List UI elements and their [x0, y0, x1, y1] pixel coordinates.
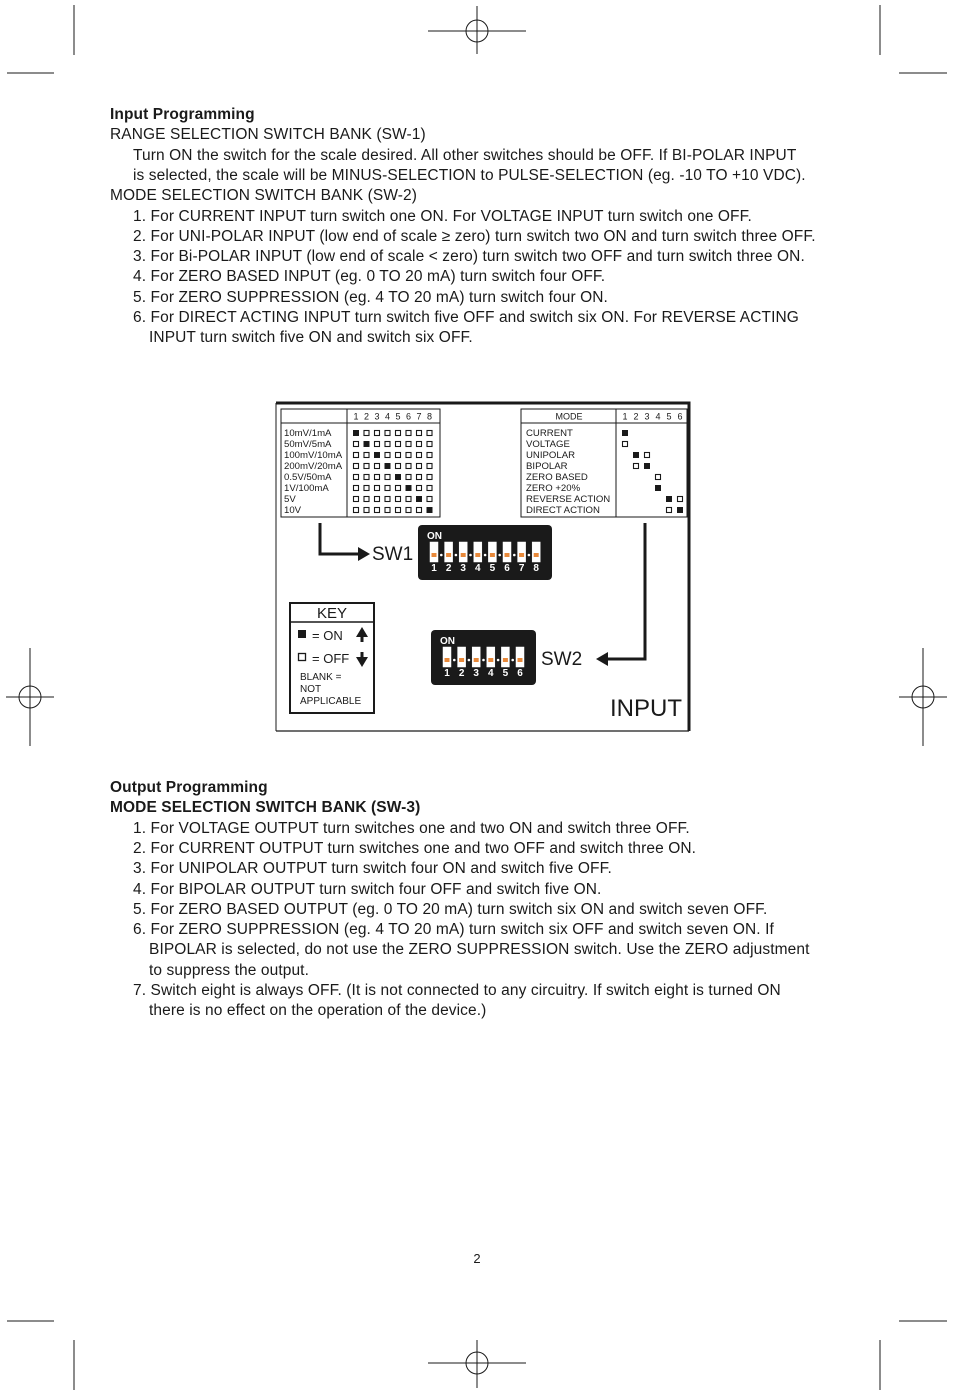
range-state-square: [385, 442, 390, 447]
range-state-square: [385, 497, 390, 502]
figure-caption: INPUT: [610, 695, 682, 722]
sw2-switch-dot: [468, 659, 471, 662]
mode-state-square: [655, 485, 661, 491]
range-state-square: [396, 486, 401, 491]
output-list-item: 4. For BIPOLAR OUTPUT turn switch four OFF and switch five ON.: [133, 880, 602, 898]
range-state-square: [385, 486, 390, 491]
sw2-dip-switch: [431, 630, 536, 685]
sw1-switch-dot: [484, 554, 487, 557]
range-state-square: [364, 431, 369, 436]
range-state-square: [375, 475, 380, 480]
mode-state-square: [667, 508, 672, 513]
range-state-square: [364, 475, 369, 480]
range-paragraph-line: Turn ON the switch for the scale desired. All other switches should be OFF. If BI-POLAR INPUT: [133, 146, 797, 164]
sw2-switch-number: 5: [502, 668, 509, 679]
sw1-switch-dot: [469, 554, 472, 557]
sw1-switch-dot: [498, 554, 501, 557]
range-state-square: [354, 508, 359, 513]
range-state-square: [406, 497, 411, 502]
sw1-switch-dot: [440, 554, 443, 557]
key-blank-line: NOT: [300, 684, 322, 695]
range-state-square: [374, 452, 380, 458]
mode-header-number: 4: [655, 411, 661, 422]
range-header-number: 8: [426, 411, 433, 422]
sw1-switch-dot: [513, 554, 516, 557]
sw1-switch-slot: [430, 542, 438, 562]
sw2-switch-number: 1: [444, 668, 450, 679]
sw1-switch-toggle: [461, 553, 466, 557]
key-off-label: = OFF: [312, 651, 350, 666]
sw2-switch-number: 6: [517, 668, 523, 679]
mode-row-label: UNIPOLAR: [526, 450, 576, 461]
range-state-square: [364, 464, 369, 469]
sw1-switch-number: 5: [489, 563, 496, 574]
range-state-square: [385, 463, 391, 469]
mode-state-square: [677, 507, 683, 513]
sw1-switch-number: 4: [475, 563, 481, 574]
range-state-square: [354, 486, 359, 491]
sw1-switch-number: 1: [431, 563, 437, 574]
mode-row-label: CURRENT: [526, 428, 573, 439]
sw1-switch-number: 7: [518, 563, 525, 574]
sw1-switch-slot: [503, 542, 511, 562]
range-state-square: [354, 475, 359, 480]
range-state-square: [417, 475, 422, 480]
mode-state-square: [634, 464, 639, 469]
range-state-square: [417, 442, 422, 447]
sw1-dip-switch: [418, 525, 552, 580]
mode-state-square: [644, 463, 650, 469]
key-blank-line: BLANK =: [300, 672, 342, 683]
range-state-square: [427, 442, 432, 447]
sw1-switch-slot: [474, 542, 482, 562]
sw1-switch-slot: [532, 542, 540, 562]
range-header-number: 4: [384, 411, 391, 422]
range-state-square: [385, 508, 390, 513]
range-row-label: 50mV/5mA: [284, 439, 332, 450]
range-state-square: [427, 453, 432, 458]
output-list-item: 6. For ZERO SUPPRESSION (eg. 4 TO 20 mA) turn switch six OFF and switch seven ON. If: [133, 921, 774, 939]
mode-state-square: [666, 496, 672, 502]
range-row-label: 1V/100mA: [284, 483, 329, 494]
sw2-switch-toggle: [459, 658, 464, 662]
range-state-square: [427, 475, 432, 480]
range-state-square: [406, 464, 411, 469]
range-state-square: [406, 442, 411, 447]
range-state-square: [417, 431, 422, 436]
output-list-item: 7. Switch eight is always OFF. (It is not connected to any circuitry. If switch eight is turned ON: [133, 982, 781, 999]
sw1-arrowhead: [358, 547, 370, 561]
mode-state-square: [645, 453, 650, 458]
output-list-item: 2. For CURRENT OUTPUT turn switches one and two OFF and switch three ON.: [133, 839, 697, 857]
mode-row-label: ZERO BASED: [526, 472, 588, 483]
registration-mark-left: [6, 648, 54, 746]
range-state-square: [427, 431, 432, 436]
sw2-switch-dot: [497, 659, 500, 662]
range-state-square: [395, 474, 401, 480]
range-state-square: [396, 464, 401, 469]
range-state-square: [375, 497, 380, 502]
output-section: [110, 778, 870, 1028]
range-state-square: [396, 508, 401, 513]
mode-header-number: 2: [633, 411, 639, 422]
range-header-number: 3: [374, 411, 380, 422]
sw1-switch-toggle: [534, 553, 539, 557]
sw1-switch-slot: [459, 542, 467, 562]
range-switch-heading: RANGE SELECTION SWITCH BANK (SW-1): [110, 126, 426, 144]
mode-header-label: MODE: [555, 411, 583, 422]
range-row-label: 5V: [284, 494, 296, 505]
key-title: KEY: [316, 605, 348, 622]
sw2-switch-dot: [511, 659, 514, 662]
mode-state-square: [678, 497, 683, 502]
sw2-switch-slot: [472, 647, 480, 667]
mode-header-number: 6: [677, 411, 683, 422]
range-state-square: [406, 453, 411, 458]
sw1-switch-toggle: [446, 553, 451, 557]
range-row-label: 0.5V/50mA: [284, 472, 332, 483]
range-state-square: [396, 431, 401, 436]
range-state-square: [396, 497, 401, 502]
sw2-arrowhead: [596, 652, 608, 666]
key-off-square: [299, 654, 306, 661]
sw1-switch-toggle: [519, 553, 524, 557]
range-header-number: 2: [363, 411, 370, 422]
sw2-switch-slot: [443, 647, 451, 667]
range-state-square: [375, 508, 380, 513]
sw1-switch-dot: [455, 554, 458, 557]
input-section: [110, 105, 870, 355]
output-list-item: 1. For VOLTAGE OUTPUT turn switches one and two ON and switch three OFF.: [133, 819, 690, 837]
range-state-square: [364, 486, 369, 491]
registration-mark-bottom: [428, 1340, 526, 1388]
range-state-square: [396, 453, 401, 458]
sw1-switch-number: 6: [504, 563, 510, 574]
sw1-switch-slot: [518, 542, 526, 562]
range-header-number: 6: [405, 411, 412, 422]
range-state-square: [427, 464, 432, 469]
mode-state-square: [656, 475, 661, 480]
sw1-switch-slot: [488, 542, 496, 562]
sw2-switch-slot: [487, 647, 495, 667]
mode-state-square: [622, 430, 628, 436]
range-state-square: [353, 430, 359, 436]
range-header-number: 7: [416, 411, 422, 422]
sw1-switch-dot: [528, 554, 531, 557]
key-on-label: = ON: [312, 628, 343, 643]
range-state-square: [417, 486, 422, 491]
output-list-item: 3. For UNIPOLAR OUTPUT turn switch four ON and switch five OFF.: [133, 860, 612, 878]
sw2-label: SW2: [541, 649, 583, 670]
range-state-square: [364, 441, 370, 447]
sw2-switch-slot: [458, 647, 466, 667]
mode-row-label: BIPOLAR: [526, 461, 568, 472]
range-state-square: [417, 464, 422, 469]
output-heading: Output Programming: [110, 779, 268, 796]
registration-mark-top: [428, 6, 526, 54]
sw2-on-label: ON: [440, 636, 455, 647]
sw2-switch-slot: [501, 647, 509, 667]
sw1-switch-toggle: [475, 553, 480, 557]
sw1-switch-slot: [445, 542, 453, 562]
range-state-square: [427, 507, 433, 513]
sw2-switch-dot: [453, 659, 456, 662]
mode-list-item: 3. For Bi-POLAR INPUT (low end of scale < zero) turn switch two OFF and turn switch three ON.: [133, 248, 805, 266]
page-number: 2: [473, 1251, 481, 1266]
range-state-square: [354, 464, 359, 469]
sw2-switch-dot: [482, 659, 485, 662]
sw1-label: SW1: [372, 544, 414, 565]
mode-list-item: 2. For UNI-POLAR INPUT (low end of scale ≥ zero) turn switch two ON and turn switch three OFF.: [133, 227, 816, 245]
range-state-square: [406, 508, 411, 513]
sw2-switch-number: 2: [458, 668, 465, 679]
sw2-switch-toggle: [518, 658, 523, 662]
range-state-square: [375, 464, 380, 469]
mode-row-label: VOLTAGE: [526, 439, 570, 450]
mode-state-square: [633, 452, 639, 458]
mode-row-label: ZERO +20%: [526, 483, 581, 494]
range-state-square: [427, 486, 432, 491]
range-state-square: [406, 485, 412, 491]
output-list-item-continuation: BIPOLAR is selected, do not use the ZERO SUPPRESSION switch. Use the ZERO adjustment: [149, 941, 810, 959]
sw1-switch-number: 2: [445, 563, 452, 574]
registration-mark-right: [899, 648, 947, 746]
mode-list-item-continuation: INPUT turn switch five ON and switch six OFF.: [149, 329, 473, 347]
sw2-switch-toggle: [445, 658, 450, 662]
sw1-switch-toggle: [432, 553, 437, 557]
mode-state-square: [623, 442, 628, 447]
range-paragraph-line: is selected, the scale will be MINUS-SELECTION to PULSE-SELECTION (eg. -10 TO +10 VDC).: [133, 166, 806, 184]
range-state-square: [385, 431, 390, 436]
range-state-square: [406, 431, 411, 436]
range-state-square: [385, 453, 390, 458]
sw2-switch-toggle: [503, 658, 508, 662]
range-row-label: 200mV/20mA: [284, 461, 343, 472]
range-header-number: 5: [395, 411, 401, 422]
mode-header-number: 5: [666, 411, 672, 422]
sw1-switch-number: 3: [460, 563, 466, 574]
mode-list-item: 4. For ZERO BASED INPUT (eg. 0 TO 20 mA) turn switch four OFF.: [133, 268, 606, 286]
mode-switch-heading: MODE SELECTION SWITCH BANK (SW-2): [110, 187, 418, 205]
range-state-square: [396, 442, 401, 447]
sw1-on-label: ON: [427, 531, 442, 542]
output-list-item: 5. For ZERO BASED OUTPUT (eg. 0 TO 20 mA) turn switch six ON and switch seven OFF.: [133, 900, 768, 918]
output-list-item-continuation: there is no effect on the operation of the device.): [149, 1002, 487, 1020]
range-state-square: [364, 453, 369, 458]
sw1-switch-number: 8: [533, 563, 539, 574]
range-state-square: [417, 508, 422, 513]
range-state-square: [375, 442, 380, 447]
key-on-square: [298, 630, 306, 638]
range-state-square: [417, 453, 422, 458]
range-state-square: [406, 475, 411, 480]
range-state-square: [354, 442, 359, 447]
range-state-square: [375, 486, 380, 491]
range-state-square: [427, 497, 432, 502]
sw2-switch-slot: [516, 647, 524, 667]
mode-header-number: 3: [644, 411, 650, 422]
range-state-square: [364, 508, 369, 513]
sw2-switch-toggle: [474, 658, 479, 662]
range-header-number: 1: [353, 411, 359, 422]
sw2-switch-toggle: [488, 658, 493, 662]
input-heading: Input Programming: [110, 106, 255, 123]
mode-row-label: REVERSE ACTION: [526, 494, 611, 505]
range-row-label: 10mV/1mA: [284, 428, 332, 439]
range-row-label: 10V: [284, 505, 302, 516]
mode-list-item: 1. For CURRENT INPUT turn switch one ON. For VOLTAGE INPUT turn switch one OFF.: [133, 207, 752, 225]
output-subheading: MODE SELECTION SWITCH BANK (SW-3): [110, 799, 421, 817]
mode-list-item: 6. For DIRECT ACTING INPUT turn switch five OFF and switch six ON. For REVERSE ACTING: [133, 309, 799, 326]
sw1-switch-toggle: [505, 553, 510, 557]
arrow-down-icon: [356, 652, 368, 667]
range-state-square: [375, 431, 380, 436]
range-state-square: [385, 475, 390, 480]
sw2-switch-number: 4: [488, 668, 494, 679]
key-blank-line: APPLICABLE: [300, 696, 362, 707]
mode-header-number: 1: [622, 411, 628, 422]
range-row-label: 100mV/10mA: [284, 450, 343, 461]
sw1-switch-toggle: [490, 553, 495, 557]
mode-row-label: DIRECT ACTION: [526, 505, 600, 516]
arrow-up-icon: [356, 627, 368, 642]
range-state-square: [416, 496, 422, 502]
range-state-square: [354, 497, 359, 502]
output-list-item-continuation: to suppress the output.: [149, 961, 309, 979]
range-state-square: [364, 497, 369, 502]
mode-list-item: 5. For ZERO SUPPRESSION (eg. 4 TO 20 mA) turn switch four ON.: [133, 288, 608, 306]
input-switch-figure: [270, 397, 700, 742]
sw2-switch-number: 3: [473, 668, 479, 679]
range-state-square: [354, 453, 359, 458]
